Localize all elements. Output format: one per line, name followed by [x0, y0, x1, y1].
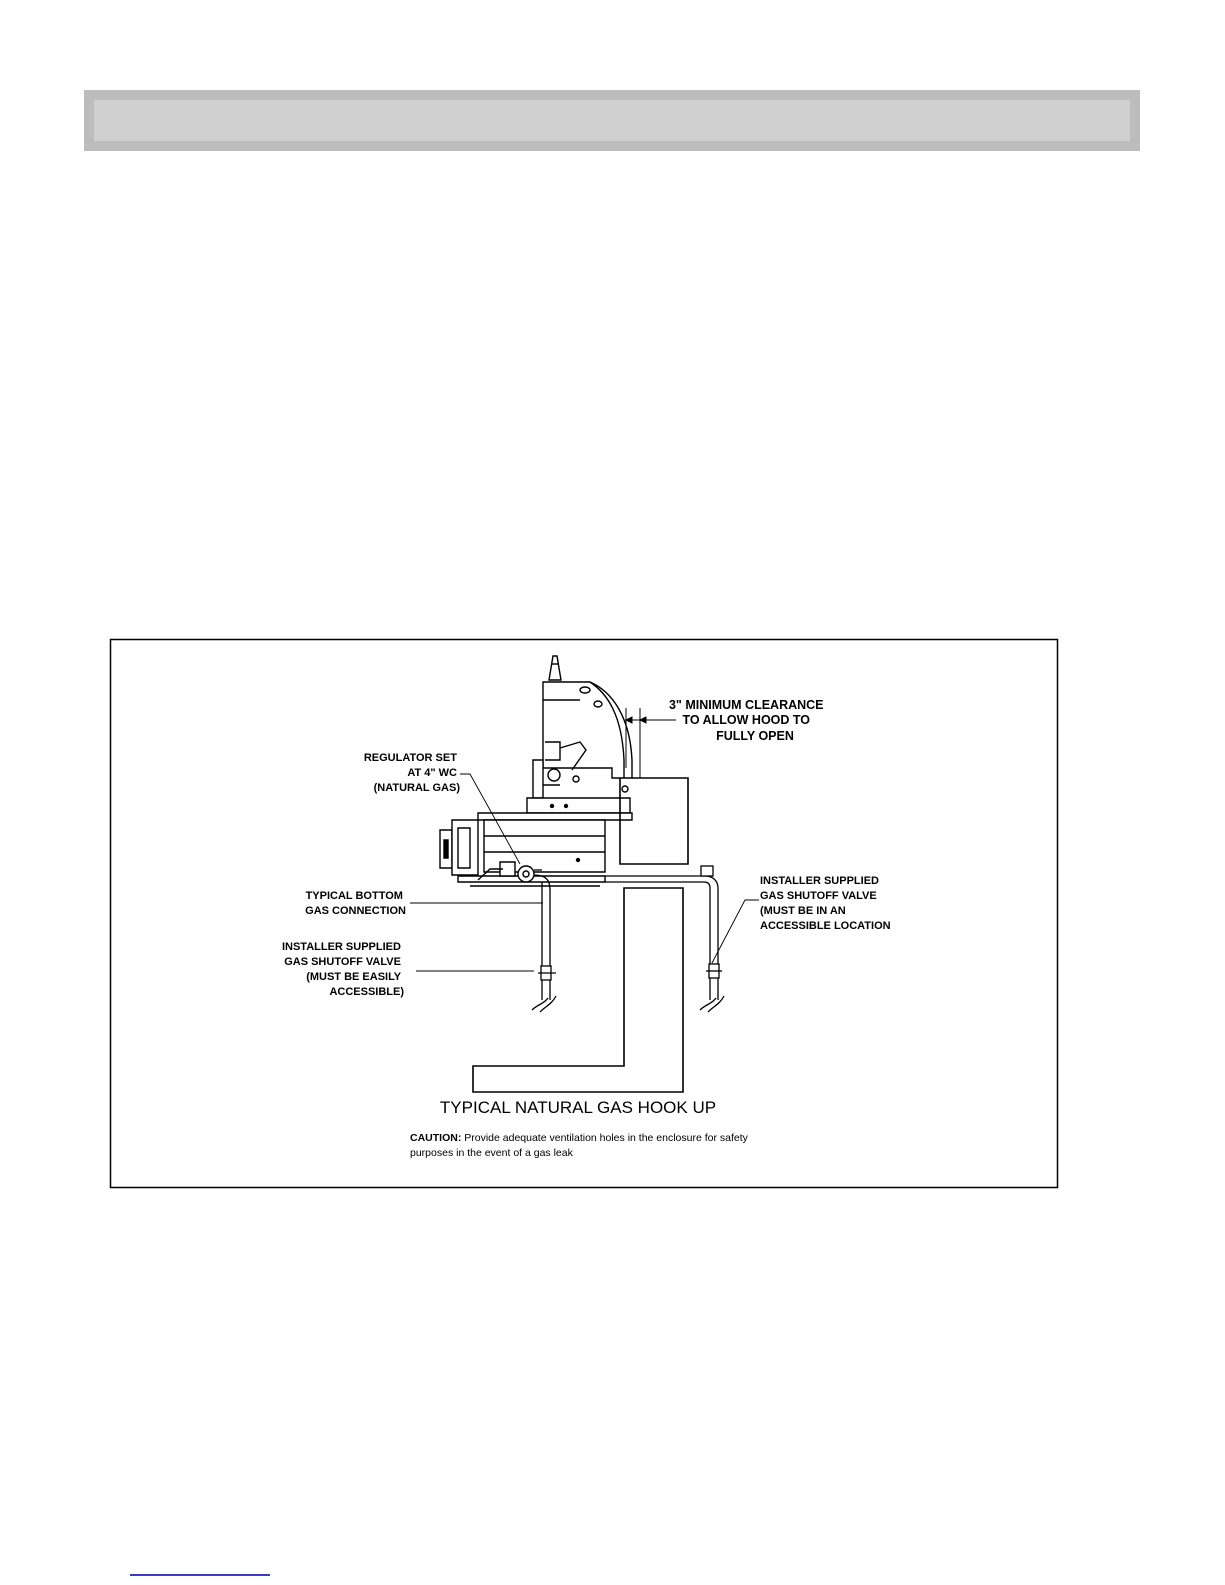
regulator-label: REGULATOR SET AT 4" WC (NATURAL GAS)	[363, 752, 460, 794]
bottom-connection-label: TYPICAL BOTTOM GAS CONNECTION	[305, 890, 406, 917]
caution-prefix: CAUTION:	[410, 1132, 462, 1144]
left-valve-label: INSTALLER SUPPLIED GAS SHUTOFF VALVE (MUST BE EASILY ACCESSIBLE)	[281, 941, 404, 998]
caution-text: Provide adequate ventilation holes in the enclosure for safety purposes in the event of a gas leak	[410, 1132, 748, 1159]
clearance-label: 3" MINIMUM CLEARANCE TO ALLOW HOOD TO FULLY OPEN	[668, 698, 824, 743]
grill-illustration	[440, 656, 632, 886]
right-valve-label: INSTALLER SUPPLIED GAS SHUTOFF VALVE (MUST BE IN AN ACCESSIBLE LOCATION	[760, 875, 891, 932]
figure-title: TYPICAL NATURAL GAS HOOK UP	[439, 1098, 717, 1117]
clearance-dimension	[626, 708, 676, 778]
caution-note	[410, 1131, 770, 1161]
footer-link-underline[interactable]	[130, 1574, 270, 1576]
